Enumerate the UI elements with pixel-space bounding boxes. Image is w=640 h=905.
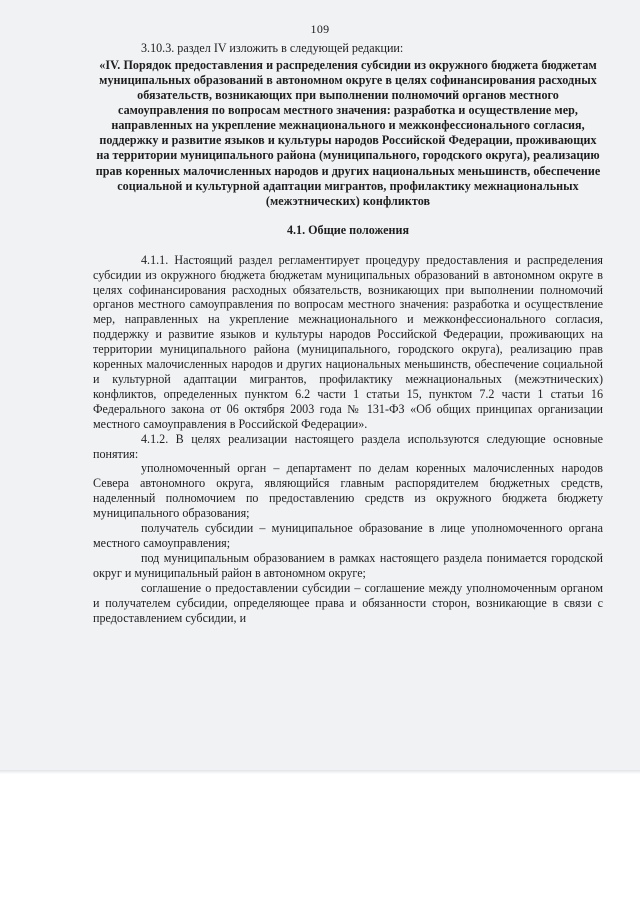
paragraph-4-1-1: 4.1.1. Настоящий раздел регламентирует процедуру предоставления и распределения субсидии из окружного бюджета бюджетам муниципальных образований в автономном округе в целях софинансирования расходных обязательств, возникающих при выполнении полномочий органов местного самоуправления по вопросам местного значения: разработка и осуществление мер, направленных на укрепление межнационального и межконфессионального согласия, поддержку и развитие языков и культуры народов Российской Федерации, проживающих на территории муниципального района (муниципального, городского округа), реализацию прав коренных малочисленных народов и других национальных меньшинств, обеспечение социальной и культурной адаптации мигрантов, профилактику межнациональных (межэтнических) конфликтов, определенных пунктом 6.2 части 1 статьи 15, пунктом 7.2 части 1 статьи 16 Федерального закона от 06 октября 2003 года № 131-ФЗ «Об общих принципах организации местного самоуправления в Российской Федерации». <box>93 252 603 431</box>
amendment-intro: 3.10.3. раздел IV изложить в следующей редакции: <box>141 41 404 55</box>
document-body <box>93 41 603 625</box>
definition-municipality: под муниципальным образованием в рамках настоящего раздела понимается городской округ и муниципальный район в автономном округе; <box>93 550 603 580</box>
paragraph-4-1-2: 4.1.2. В целях реализации настоящего раздела используются следующие основные понятия: <box>93 431 603 461</box>
scan-bottom-edge <box>0 770 640 774</box>
subsection-heading: 4.1. Общие положения <box>286 222 410 237</box>
definition-authorized-body: уполномоченный орган – департамент по делам коренных малочисленных народов Севера автономного округа, являющийся главным распорядителем бюджетных средств, наделенный полномочием по предоставлению средств из окружного бюджета бюджету муниципального образования; <box>93 461 603 521</box>
definition-subsidy-agreement: соглашение о предоставлении субсидии – соглашение между уполномоченным органом и получателем субсидии, определяющее права и обязанности сторон, возникающие в связи с предоставлением субсидии, и <box>93 580 603 625</box>
definition-subsidy-recipient: получатель субсидии – муниципальное образование в лице уполномоченного органа местного самоуправления; <box>93 521 603 550</box>
page-number: 109 <box>310 22 330 36</box>
section-heading: «IV. Порядок предоставления и распределения субсидии из окружного бюджета бюджетам муниципальных образований в автономном округе в целях софинансирования расходных обязательств, возникающих при выполнении полномочий органов местного самоуправления по вопросам местного значения: разработка и осуществление мер, направленных на укрепление межнационального и межконфессионального согласия, поддержку и развитие языков и культуры народов Российской Федерации, проживающих на территории муниципального района (муниципального, городского округа), реализацию прав коренных малочисленных народов и других национальных меньшинств, обеспечение социальной и культурной адаптации мигрантов, профилактику межнациональных (межэтнических) конфликтов <box>95 57 601 208</box>
